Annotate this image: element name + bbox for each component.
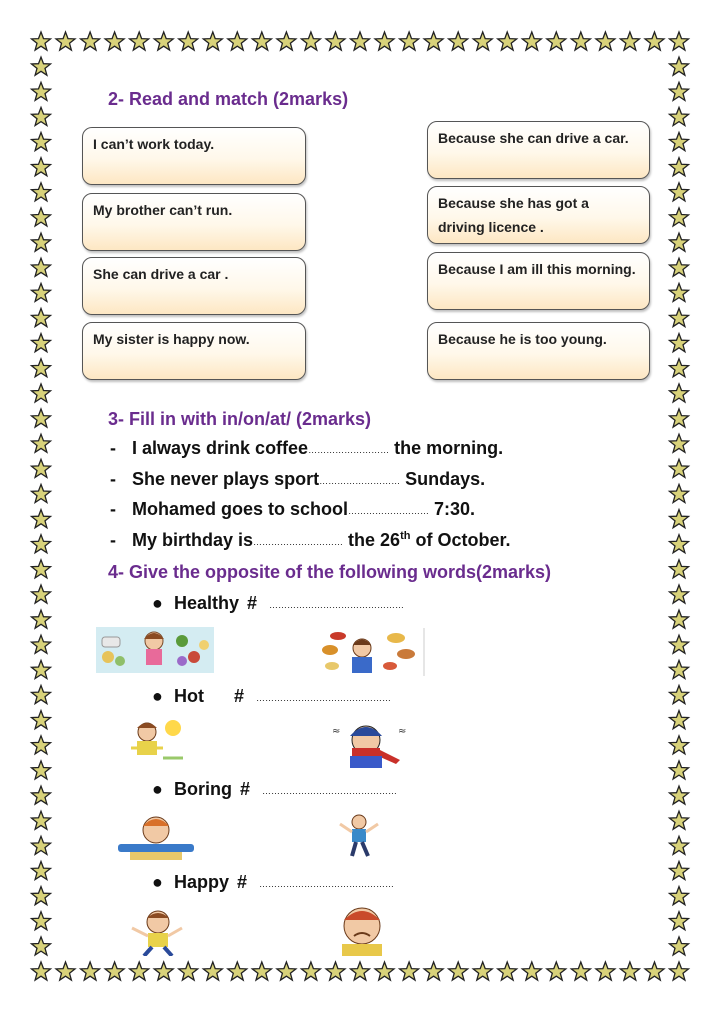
star-icon <box>32 233 51 251</box>
star-icon <box>32 711 51 729</box>
star-icon <box>670 635 689 653</box>
star-icon <box>32 736 51 754</box>
match-left-4: My sister is happy now. <box>82 322 306 380</box>
star-icon <box>105 32 124 50</box>
opposite-symbol-1: # <box>247 593 258 613</box>
fill-item-3-text: Mohamed goes to school <box>132 499 349 519</box>
star-icon <box>32 635 51 653</box>
star-icon <box>670 82 689 100</box>
star-icon <box>620 962 639 980</box>
star-icon <box>473 962 492 980</box>
star-icon <box>130 32 149 50</box>
star-icon <box>105 962 124 980</box>
star-icon <box>326 32 345 50</box>
match-left-3: She can drive a car . <box>82 257 306 315</box>
fill-item-2-blank: ……………………… <box>319 476 401 486</box>
star-icon <box>498 32 517 50</box>
star-icon <box>179 32 198 50</box>
star-icon <box>32 107 51 125</box>
star-icon <box>596 32 615 50</box>
star-icon <box>203 32 222 50</box>
star-icon <box>670 711 689 729</box>
star-icon <box>32 686 51 704</box>
star-icon <box>228 32 247 50</box>
star-icon <box>32 283 51 301</box>
fill-item-2-after: Sundays. <box>400 469 486 489</box>
svg-text:≈: ≈ <box>398 726 407 737</box>
star-icon <box>179 962 198 980</box>
star-icon <box>400 962 419 980</box>
star-icon <box>449 32 468 50</box>
opposite-word-1: Healthy <box>174 593 240 613</box>
bullet-icon: ● <box>152 872 163 892</box>
star-icon <box>81 962 100 980</box>
fill-item-4-after: the 26 <box>343 530 401 550</box>
star-icon <box>670 158 689 176</box>
fill-item-4-after2: of October. <box>410 530 511 550</box>
match-left-2: My brother can’t run. <box>82 193 306 251</box>
star-icon <box>32 57 51 75</box>
star-icon <box>301 962 320 980</box>
star-icon <box>670 761 689 779</box>
star-icon <box>154 962 173 980</box>
match-right-2: Because she has got a driving licence . <box>427 186 650 244</box>
star-icon <box>670 510 689 528</box>
star-icon <box>670 862 689 880</box>
opposite-word-4: Happy <box>174 872 230 892</box>
star-icon <box>32 384 51 402</box>
star-icon <box>32 258 51 276</box>
match-right-3: Because I am ill this morning. <box>427 252 650 310</box>
star-icon <box>670 309 689 327</box>
star-icon <box>32 786 51 804</box>
star-icon <box>277 962 296 980</box>
match-right-4: Because he is too young. <box>427 322 650 380</box>
svg-text:≈: ≈ <box>332 726 341 737</box>
star-icon <box>498 962 517 980</box>
fill-item-2-text: She never plays sport <box>132 469 320 489</box>
star-icon <box>670 283 689 301</box>
star-icon <box>571 962 590 980</box>
star-icon <box>32 334 51 352</box>
star-icon <box>277 32 296 50</box>
bullet-icon: ● <box>152 593 163 613</box>
hot-boy-picture <box>127 718 187 764</box>
star-icon <box>670 811 689 829</box>
star-icon <box>449 962 468 980</box>
opposite-item-4 <box>152 872 394 893</box>
star-icon <box>32 660 51 678</box>
fill-item-3: - Mohamed goes to school……………………… 7:30. <box>110 499 476 519</box>
star-icon <box>351 32 370 50</box>
star-icon <box>670 912 689 930</box>
star-icon <box>32 912 51 930</box>
star-icon <box>571 32 590 50</box>
star-icon <box>32 158 51 176</box>
star-icon <box>670 57 689 75</box>
match-right-1: Because she can drive a car. <box>427 121 650 179</box>
star-icon <box>596 962 615 980</box>
star-icon <box>670 887 689 905</box>
star-icon <box>547 32 566 50</box>
fill-item-1-text: I always drink coffee <box>132 438 309 458</box>
fill-item-1: - I always drink coffee……………………… the morning. <box>110 438 504 458</box>
star-icon <box>473 32 492 50</box>
star-icon <box>32 208 51 226</box>
opposite-blank-3: ……………………………………… <box>262 786 398 796</box>
star-icon <box>670 183 689 201</box>
star-icon <box>522 962 541 980</box>
star-icon <box>154 32 173 50</box>
star-icon <box>670 384 689 402</box>
fill-item-4-sup: th <box>400 530 411 542</box>
star-icon <box>424 962 443 980</box>
star-icon <box>670 736 689 754</box>
star-icon <box>670 334 689 352</box>
star-icon <box>375 962 394 980</box>
star-icon <box>670 258 689 276</box>
star-icon <box>32 862 51 880</box>
star-icon <box>400 32 419 50</box>
star-icon <box>32 133 51 151</box>
star-icon <box>32 409 51 427</box>
sad-boy-picture <box>312 906 412 956</box>
star-icon <box>32 761 51 779</box>
fill-item-2: - She never plays sport……………………… Sundays. <box>110 469 486 489</box>
star-icon <box>670 660 689 678</box>
fill-item-3-blank: ……………………… <box>348 506 430 516</box>
opposite-item-1 <box>152 593 404 614</box>
star-icon <box>252 32 271 50</box>
opposite-blank-1: ……………………………………… <box>269 600 405 610</box>
opposite-blank-2: ……………………………………… <box>256 693 392 703</box>
opposite-symbol-2: # <box>234 686 245 706</box>
star-icon <box>32 32 51 50</box>
star-icon <box>670 133 689 151</box>
star-icon <box>301 32 320 50</box>
opposite-item-3 <box>152 779 397 800</box>
star-icon <box>326 962 345 980</box>
star-icon <box>670 32 689 50</box>
healthy-food-girl-picture <box>96 627 214 673</box>
star-icon <box>32 484 51 502</box>
star-icon <box>375 32 394 50</box>
star-icon <box>32 510 51 528</box>
cold-boy-picture <box>320 718 416 768</box>
star-icon <box>32 359 51 377</box>
bullet-icon: ● <box>152 686 163 706</box>
star-icon <box>670 359 689 377</box>
star-icon <box>56 32 75 50</box>
unhealthy-food-boy-picture <box>318 628 426 676</box>
match-left-1: I can’t work today. <box>82 127 306 185</box>
star-icon <box>228 962 247 980</box>
star-icon <box>32 183 51 201</box>
star-icon <box>32 610 51 628</box>
star-icon <box>32 459 51 477</box>
star-icon <box>32 836 51 854</box>
star-icon <box>130 962 149 980</box>
fill-item-1-blank: ……………………… <box>308 445 390 455</box>
star-icon <box>32 937 51 955</box>
star-icon <box>32 962 51 980</box>
star-icon <box>32 82 51 100</box>
star-icon <box>32 309 51 327</box>
opposite-word-3: Boring <box>174 779 232 799</box>
bored-boy-picture <box>110 812 202 860</box>
opposite-symbol-4: # <box>237 872 248 892</box>
section-2-title: 2- Read and match (2marks) <box>108 89 349 109</box>
fill-item-3-after: 7:30. <box>429 499 476 519</box>
star-icon <box>670 233 689 251</box>
star-icon <box>56 962 75 980</box>
star-icon <box>670 409 689 427</box>
star-icon <box>522 32 541 50</box>
star-icon <box>32 811 51 829</box>
star-icon <box>32 434 51 452</box>
section-3-title: 3- Fill in with in/on/at/ (2marks) <box>108 409 372 429</box>
opposite-word-2: Hot <box>174 686 204 706</box>
star-icon <box>670 484 689 502</box>
fill-item-4-blank: ………………………… <box>253 537 344 547</box>
opposite-symbol-3: # <box>240 779 251 799</box>
star-icon <box>252 962 271 980</box>
star-icon <box>620 32 639 50</box>
excited-boy-picture <box>334 812 384 858</box>
star-icon <box>670 107 689 125</box>
fill-item-4: - My birthday is………………………… the 26th of October. <box>110 530 511 550</box>
fill-item-4-text: My birthday is <box>132 530 254 550</box>
bullet-icon: ● <box>152 779 163 799</box>
star-icon <box>670 786 689 804</box>
fill-item-1-after: the morning. <box>389 438 504 458</box>
section-4-title: 4- Give the opposite of the following words(2marks) <box>108 562 552 582</box>
star-icon <box>32 535 51 553</box>
star-icon <box>670 560 689 578</box>
star-icon <box>32 585 51 603</box>
opposite-blank-4: ……………………………………… <box>259 879 395 889</box>
star-icon <box>670 208 689 226</box>
star-icon <box>670 610 689 628</box>
star-icon <box>670 686 689 704</box>
star-icon <box>547 962 566 980</box>
star-icon <box>81 32 100 50</box>
star-icon <box>670 962 689 980</box>
star-icon <box>670 459 689 477</box>
opposite-item-2 <box>152 686 391 707</box>
star-icon <box>32 887 51 905</box>
star-icon <box>670 937 689 955</box>
star-icon <box>670 836 689 854</box>
star-icon <box>670 585 689 603</box>
happy-boy-picture <box>122 908 192 956</box>
star-icon <box>351 962 370 980</box>
star-icon <box>645 32 664 50</box>
star-icon <box>32 560 51 578</box>
star-icon <box>424 32 443 50</box>
star-icon <box>645 962 664 980</box>
star-icon <box>670 535 689 553</box>
star-icon <box>203 962 222 980</box>
star-icon <box>670 434 689 452</box>
